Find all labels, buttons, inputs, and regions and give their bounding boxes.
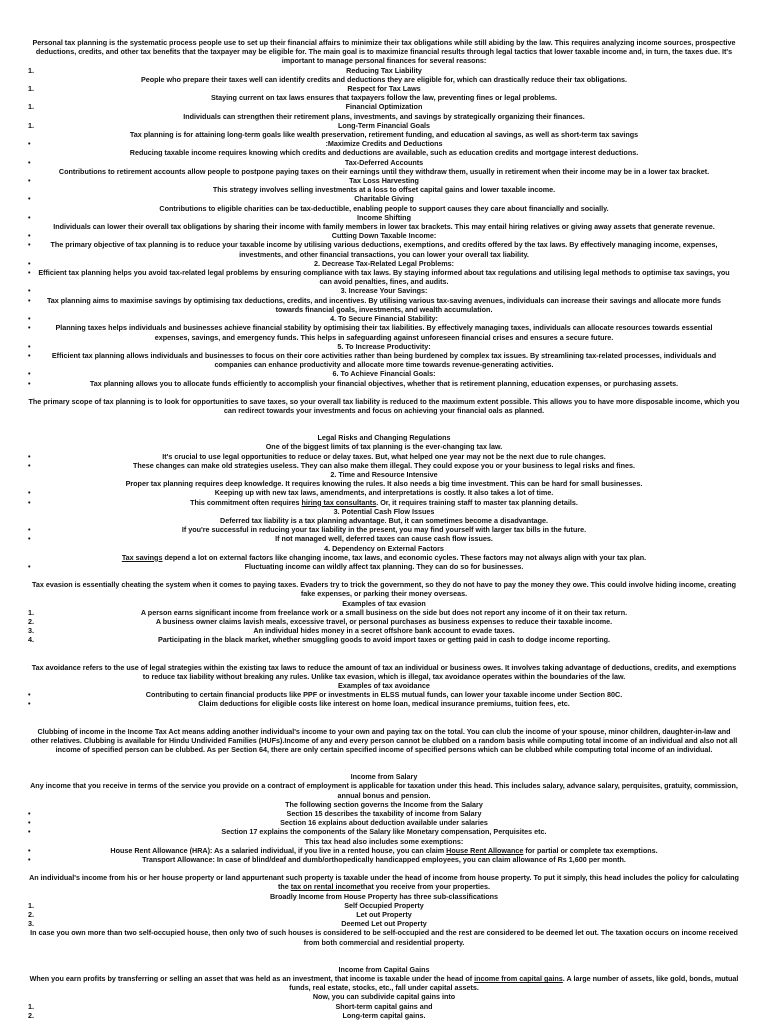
text: The following section governs the Income from the Salary [285, 799, 483, 809]
text: Let out Property [356, 910, 412, 920]
text-segment: House Rent Allowance (HRA): As a salaried individual, if you live in a rented house, you can claim [110, 845, 447, 855]
list-item [28, 259, 740, 268]
paragraph [28, 75, 740, 84]
text: Efficient tax planning helps you avoid tax-related legal problems by ensuring compliance with tax laws. By staying informed about tax regulations and utilising legal methods to optimise tax savings, you can avoid penalties, fines, and audits. [38, 268, 730, 287]
list-item [28, 314, 740, 323]
list-item [28, 690, 740, 699]
text: Examples of tax avoidance [338, 681, 430, 690]
text: Claim deductions for eligible costs like interest on home loan, medical insurance premiums, tuition fees, etc. [198, 699, 570, 709]
text: Section 17 explains the components of the Salary like Monetary compensation, Perquisites etc. [221, 827, 547, 837]
paragraph [28, 167, 740, 176]
text: A person earns significant income from freelance work or a small business on the side but does not report any income of it on their tax return. [140, 607, 628, 617]
text-segment: . Or, it requires training staff to master tax planning details. [376, 497, 578, 507]
text: 3. Increase Your Savings: [340, 286, 428, 296]
spacer [28, 754, 740, 772]
list-marker: • [28, 818, 31, 828]
list-marker: • [28, 240, 31, 250]
text: 6. To Achieve Financial Goals: [332, 369, 436, 379]
list-marker: • [28, 323, 31, 333]
list-marker: • [28, 488, 31, 498]
text: Planning taxes helps individuals and businesses achieve financial stability by optimising their tax liabilities. By effectively managing taxes, individuals can allocate resources towards essential expenses, savings, and emergency funds. This helps in safeguarding against unforeseen financial crises and ensures a secure future. [55, 323, 713, 342]
paragraph [28, 599, 740, 608]
text: Respect for Tax Laws [347, 84, 421, 94]
list-marker: • [28, 699, 31, 709]
text: Personal tax planning is the systematic process people use to set up their financial affairs to minimize their tax obligations while still abiding by the law. This requires analyzing income sources, prospective deductions, credits, and other tax benefits that the taxpayer may be eligible for. The main goal is to maximize financial results through legal tactics that lower taxable income and, in turn, the taxes due. It's important to manage personal finances for several reasons: [32, 38, 736, 66]
list-item [28, 626, 740, 635]
text: One of the biggest limits of tax planning is the ever-changing tax law. [265, 442, 503, 452]
paragraph [28, 433, 740, 442]
text: Staying current on tax laws ensures that taxpayers follow the law, preventing fines or legal problems. [210, 93, 558, 103]
list-marker: • [28, 286, 31, 296]
list-marker: • [28, 258, 31, 268]
text: Tax planning is for attaining long-term goals like wealth preservation, retirement funding, and education al savings, as well as short-term tax savings [129, 130, 639, 140]
list-item [28, 1011, 740, 1020]
text: Section 16 explains about deduction available under salaries [280, 818, 488, 828]
text: Cutting Down Taxable Income: [331, 231, 437, 241]
list-marker: • [28, 369, 31, 379]
text: Long-Term Financial Goals [337, 120, 431, 130]
list-item [28, 379, 740, 388]
text: Fluctuating income can wildly affect tax planning. They can do so for businesses. [244, 561, 524, 571]
paragraph [28, 148, 740, 157]
text: Tax evasion is essentially cheating the system when it comes to paying taxes. Evaders try to trick the government, so they do not have to pay the money they owe. This could involve hiding income, creating fake expenses, or parking their money overseas. [31, 580, 737, 599]
list-item [28, 369, 740, 378]
paragraph [28, 928, 740, 946]
text: Contributions to retirement accounts allow people to postpone paying taxes on their earnings until they withdraw them, usually in retirement when their income may be in a lower tax bracket. [58, 166, 710, 176]
text: Clubbing of income in the Income Tax Act means adding another individual's income to your own and paying tax on the total. You can club the income of your spouse, minor children, daughter-in-law and other relatives. Clubbing is available for Hindu Undivided Families (HUFs).Income of any and every person cannot be clubbed on a random basis while computing total income of an individual and also not all income of specified person can be clubbed. As per Section 64, there are only certain specified income of specified persons which can be clubbed while computing total income of an individual. [30, 726, 738, 755]
list-marker: 3. [28, 919, 34, 929]
list-marker: • [28, 525, 31, 535]
list-marker: • [28, 314, 31, 324]
text-segment: depend a lot on external factors like changing income, tax laws, and economic cycles. These factors may not always align with your tax plan. [162, 552, 647, 562]
list-item [28, 1002, 740, 1011]
paragraph [28, 553, 740, 562]
paragraph [28, 837, 740, 846]
list-marker: • [28, 378, 31, 388]
list-marker: 1. [28, 84, 34, 94]
text-segment: for partial or complete tax exemptions. [523, 845, 658, 855]
underlined-link[interactable]: House Rent Allowance [446, 845, 524, 855]
spacer [28, 571, 740, 580]
text-segment: An individual's income from his or her house property or land appurtenant such property is taxable under the head of income from house property. To put it simply, this head includes the policy for calculating the [29, 873, 739, 892]
text: In case you own more than two self-occupied house, then only two of such houses is considered to be self-occupied and the rest are considered to be deemed let out. The taxation occurs on income received from both commercial and residential property. [30, 928, 738, 947]
paragraph [28, 470, 740, 479]
text: The primary objective of tax planning is to reduce your taxable income by utilising various deductions, exemptions, and credits offered by the tax laws. By effectively managing income, expenses, investments, and other financial transactions, you can lower your overall tax liability. [50, 240, 718, 259]
text: If you're successful in reducing your tax liability in the present, you may find yourself with larger tax bills in the future. [181, 525, 587, 535]
paragraph [28, 992, 740, 1001]
list-item [28, 809, 740, 818]
list-item [28, 498, 740, 507]
text: Individuals can strengthen their retirement plans, investments, and savings by strategically organizing their finances. [183, 111, 585, 121]
text: Self Occupied Property [344, 900, 424, 910]
list-item [28, 846, 740, 855]
text: Participating in the black market, whether smuggling goods to avoid import taxes or getting paid in cash to dodge income reporting. [157, 635, 611, 645]
underlined-link[interactable]: Tax savings [121, 552, 163, 562]
paragraph [28, 397, 740, 415]
text: 4. To Secure Financial Stability: [330, 314, 438, 324]
list-item [28, 240, 740, 258]
paragraph [28, 663, 740, 681]
list-marker: 1. [28, 120, 34, 130]
list-item [28, 342, 740, 351]
list-item [28, 461, 740, 470]
text: Keeping up with new tax laws, amendments, and interpretations is costly. It also takes a lot of time. [214, 488, 554, 498]
text: Efficient tax planning allows individuals and businesses to focus on their core activities rather than being burdened by complex tax issues. By streamlining tax-related processes, individuals and companies can enhance productivity and allocate more time towards revenue-generating activities. [51, 350, 717, 370]
list-marker: • [28, 534, 31, 544]
text: Any income that you receive in terms of the service you provide on a contract of employment is applicable for taxation under this head. This includes salary, advance salary, perquisites, gratuity, commission, annual bonus and pension. [30, 781, 738, 800]
text: Income Shifting [357, 212, 411, 222]
text: Individuals can lower their overall tax obligations by sharing their income with family members in lower tax brackets. This may entail hiring relatives or giving away assets that generate revenue. [53, 222, 715, 232]
list-marker: • [28, 295, 31, 305]
list-item [28, 617, 740, 626]
text: Contributions to eligible charities can be tax-deductible, enabling people to support causes they care about financially and socially. [159, 203, 609, 213]
list-item [28, 231, 740, 240]
list-marker: 3. [28, 626, 34, 636]
list-item [28, 534, 740, 543]
text: The primary scope of tax planning is to look for opportunities to save taxes, so your overall tax liability is reduced to the maximum extent possible. This allows you to have more disposable income, which you can redirect towards your investments and focus on achieving your financial oals as planned. [28, 396, 740, 415]
spacer [28, 709, 740, 727]
paragraph [28, 580, 740, 598]
text: Long-term capital gains. [342, 1010, 426, 1020]
paragraph [28, 442, 740, 451]
text-segment: When you earn profits by transferring or selling an asset that was held as an investment, that income is taxable under the head of [29, 974, 475, 984]
list-item [28, 635, 740, 644]
paragraph [28, 781, 740, 799]
text: Reducing taxable income requires knowing which credits and deductions are available, such as education credits and mortgage interest deductions. [129, 148, 639, 158]
spacer [28, 388, 740, 397]
text: 2. Decrease Tax-Related Legal Problems: [313, 258, 455, 268]
paragraph [28, 544, 740, 553]
list-marker: 2. [28, 1010, 34, 1020]
list-marker: • [28, 690, 31, 700]
list-item [28, 525, 740, 534]
list-item [28, 855, 740, 864]
list-item [28, 351, 740, 369]
text-segment: . A large number of assets, like gold, bonds, mutual funds, real estate, stocks, etc., fall under capital assets. [289, 974, 739, 993]
text-segment: This commitment often requires [190, 497, 302, 507]
text: An individual hides money in a secret offshore bank account to evade taxes. [253, 626, 515, 636]
list-item [28, 268, 740, 286]
text: Tax avoidance refers to the use of legal strategies within the existing tax laws to reduce the amount of tax an individual or business owes. It involves taking advantage of deductions, credits, and exemptions to reduce tax liability without breaking any rules. Unlike tax evasion, which is illegal, tax avoidance operates within the boundaries of the law. [31, 662, 737, 681]
list-item [28, 919, 740, 928]
list-marker: 1. [28, 607, 34, 617]
text: 4. Dependency on External Factors [324, 543, 444, 553]
paragraph [28, 772, 740, 781]
list-marker: 1. [28, 1001, 34, 1011]
paragraph [28, 965, 740, 974]
paragraph [28, 93, 740, 102]
list-marker: • [28, 139, 31, 149]
list-marker: 2. [28, 616, 34, 626]
list-marker: • [28, 212, 31, 222]
list-marker: • [28, 809, 31, 819]
text: Income from Salary [350, 772, 418, 782]
list-marker: • [28, 827, 31, 837]
list-marker: 1. [28, 900, 34, 910]
list-marker: 2. [28, 910, 34, 920]
list-marker: 1. [28, 102, 34, 112]
list-marker: • [28, 157, 31, 167]
paragraph [28, 204, 740, 213]
text: This tax head also includes some exemptions: [304, 836, 464, 846]
list-item [28, 286, 740, 295]
text: Charitable Giving [354, 194, 414, 204]
text: These changes can make old strategies useless. They can also make them illegal. They could expose you or your business to legal risks and fines. [132, 460, 636, 470]
text: A business owner claims lavish meals, excessive travel, or personal purchases as business expenses to reduce their taxable income. [155, 616, 613, 626]
text: Short-term capital gains and [335, 1001, 433, 1011]
text: Transport Allowance: In case of blind/deaf and dumb/orthopedically handicapped employees, you can claim allowance of Rs 1,600 per month. [142, 855, 626, 865]
text: Legal Risks and Changing Regulations [317, 433, 451, 443]
list-marker: • [28, 194, 31, 204]
list-item [28, 194, 740, 203]
paragraph [28, 727, 740, 755]
list-marker: • [28, 341, 31, 351]
list-marker: 4. [28, 635, 34, 645]
list-marker: • [28, 268, 31, 278]
list-marker: • [28, 460, 31, 470]
list-item [28, 827, 740, 836]
paragraph [28, 185, 740, 194]
list-marker: • [28, 451, 31, 461]
text: Section 15 describes the taxability of income from Salary [286, 809, 482, 819]
paragraph [28, 800, 740, 809]
list-marker: • [28, 497, 31, 507]
paragraph [28, 681, 740, 690]
list-marker: • [28, 350, 31, 360]
text: Financial Optimization [345, 102, 423, 112]
spacer [28, 415, 740, 433]
list-item [28, 488, 740, 497]
paragraph [28, 873, 740, 891]
text: Reducing Tax Liability [346, 65, 422, 75]
text: Broadly Income from House Property has three sub-classifications [269, 891, 499, 901]
text: It's crucial to use legal opportunities to reduce or delay taxes. But, what helped one year may not be the next due to rule changes. [162, 451, 606, 461]
text: Deemed Let out Property [341, 919, 427, 929]
list-item [28, 121, 740, 130]
list-item [28, 562, 740, 571]
text: :Maximize Credits and Deductions [325, 139, 443, 149]
list-item [28, 158, 740, 167]
list-item [28, 452, 740, 461]
text: Tax planning allows you to allocate funds efficiently to accomplish your financial objectives, whether that is retirement planning, education expenses, or purchasing assets. [89, 378, 679, 388]
list-marker: • [28, 845, 31, 855]
paragraph [28, 516, 740, 525]
spacer [28, 864, 740, 873]
spacer [28, 947, 740, 965]
list-item [28, 699, 740, 708]
text: Tax Loss Harvesting [349, 176, 419, 186]
list-item [28, 66, 740, 75]
text: Examples of tax evasion [342, 598, 426, 608]
list-marker: • [28, 231, 31, 241]
list-marker: • [28, 561, 31, 571]
text: Tax-Deferred Accounts [344, 157, 424, 167]
text: Income from Capital Gains [338, 964, 430, 974]
text: Contributing to certain financial products like PPF or investments in ELSS mutual funds, can lower your taxable income under Section 80C. [145, 690, 623, 700]
text: Tax planning aims to maximise savings by optimising tax deductions, credits, and incentives. By utilising various tax-saving avenues, individuals can increase their savings and allocate more funds towards financial goals, investments, and wealth accumulation. [46, 295, 722, 314]
list-item [28, 102, 740, 111]
paragraph [28, 112, 740, 121]
paragraph [28, 38, 740, 66]
text: People who prepare their taxes well can identify credits and deductions they are eligible for, which can drastically reduce their tax obligations. [140, 74, 628, 84]
text: 2. Time and Resource Intensive [330, 469, 438, 479]
spacer [28, 645, 740, 663]
list-item [28, 323, 740, 341]
list-item [28, 818, 740, 827]
text: 3. Potential Cash Flow Issues [333, 506, 435, 516]
list-item [28, 296, 740, 314]
paragraph [28, 130, 740, 139]
text: 5. To Increase Productivity: [337, 341, 431, 351]
paragraph [28, 479, 740, 488]
underlined-link[interactable]: hiring tax consultants [301, 497, 377, 507]
underlined-link[interactable]: tax on rental income [290, 882, 361, 892]
paragraph [28, 507, 740, 516]
list-item [28, 213, 740, 222]
text: Deferred tax liability is a tax planning advantage. But, it can sometimes become a disadvantage. [220, 515, 548, 525]
list-item [28, 901, 740, 910]
paragraph [28, 974, 740, 992]
underlined-link[interactable]: income from capital gains [474, 974, 563, 984]
paragraph [28, 892, 740, 901]
list-marker: 1. [28, 65, 34, 75]
text: Now, you can subdivide capital gains into [312, 992, 456, 1002]
list-marker: • [28, 855, 31, 865]
text: If not managed well, deferred taxes can cause cash flow issues. [275, 534, 493, 544]
text: This strategy involves selling investments at a loss to offset capital gains and lower taxable income. [212, 185, 556, 195]
text-segment: that you receive from your properties. [360, 882, 491, 892]
paragraph [28, 222, 740, 231]
list-item [28, 84, 740, 93]
list-item [28, 910, 740, 919]
text: Proper tax planning requires deep knowledge. It requires knowing the rules. It also needs a big time investment. This can be hard for small businesses. [125, 479, 643, 489]
list-item [28, 608, 740, 617]
list-item [28, 139, 740, 148]
list-marker: • [28, 176, 31, 186]
list-item [28, 176, 740, 185]
